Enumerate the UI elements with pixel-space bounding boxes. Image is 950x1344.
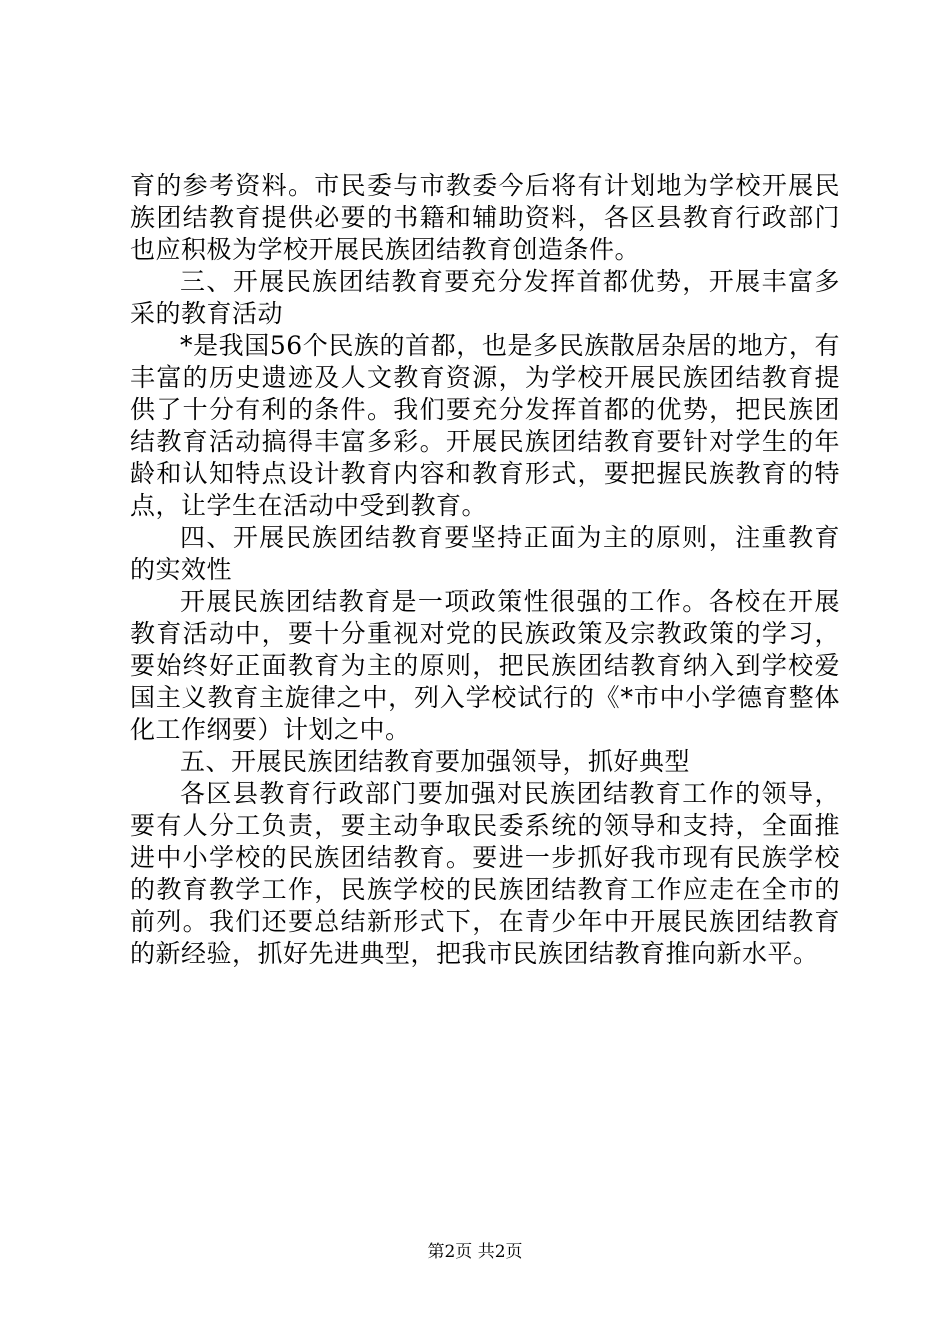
page-number-footer: 第2页 共2页 — [427, 1242, 523, 1262]
paragraph-section-5: 各区县教育行政部门要加强对民族团结教育工作的领导，要有人分工负责，要主动争取民委系统的领导和支持，全面推进中小学校的民族团结教育。要进一步抓好我市现有民族学校的教育教学工作，民族学校的民族团结教育工作应走在全市的前列。我们还要总结新形式下，在青少年中开展民族团结教育的新经验，抓好先进典型，把我市民族团结教育推向新水平。 — [130, 779, 840, 968]
section-heading-5: 五、开展民族团结教育要加强领导，抓好典型 — [180, 747, 691, 776]
section-heading-3: 三、开展民族团结教育要充分发挥首都优势，开展丰富多采的教育活动 — [130, 267, 840, 328]
section-heading-4: 四、开展民族团结教育要坚持正面为主的原则，注重教育的实效性 — [130, 523, 840, 584]
paragraph-continuation: 育的参考资料。市民委与市教委今后将有计划地为学校开展民族团结教育提供必要的书籍和辅助资料，各区县教育行政部门也应积极为学校开展民族团结教育创造条件。 — [130, 171, 840, 264]
paragraph-section-4: 开展民族团结教育是一项政策性很强的工作。各校在开展教育活动中，要十分重视对党的民族政策及宗教政策的学习，要始终好正面教育为主的原则，把民族团结教育纳入到学校爱国主义教育主旋律之中，列入学校试行的《*市中小学德育整体化工作纲要）计划之中。 — [130, 587, 840, 744]
document-body — [130, 170, 840, 970]
paragraph-section-3: *是我国56个民族的首都，也是多民族散居杂居的地方，有丰富的历史遗迹及人文教育资源，为学校开展民族团结教育提供了十分有利的条件。我们要充分发挥首都的优势，把民族团结教育活动搞得丰富多彩。开展民族团结教育要针对学生的年龄和认知特点设计教育内容和教育形式，要把握民族教育的特点，让学生在活动中受到教育。 — [130, 331, 840, 520]
